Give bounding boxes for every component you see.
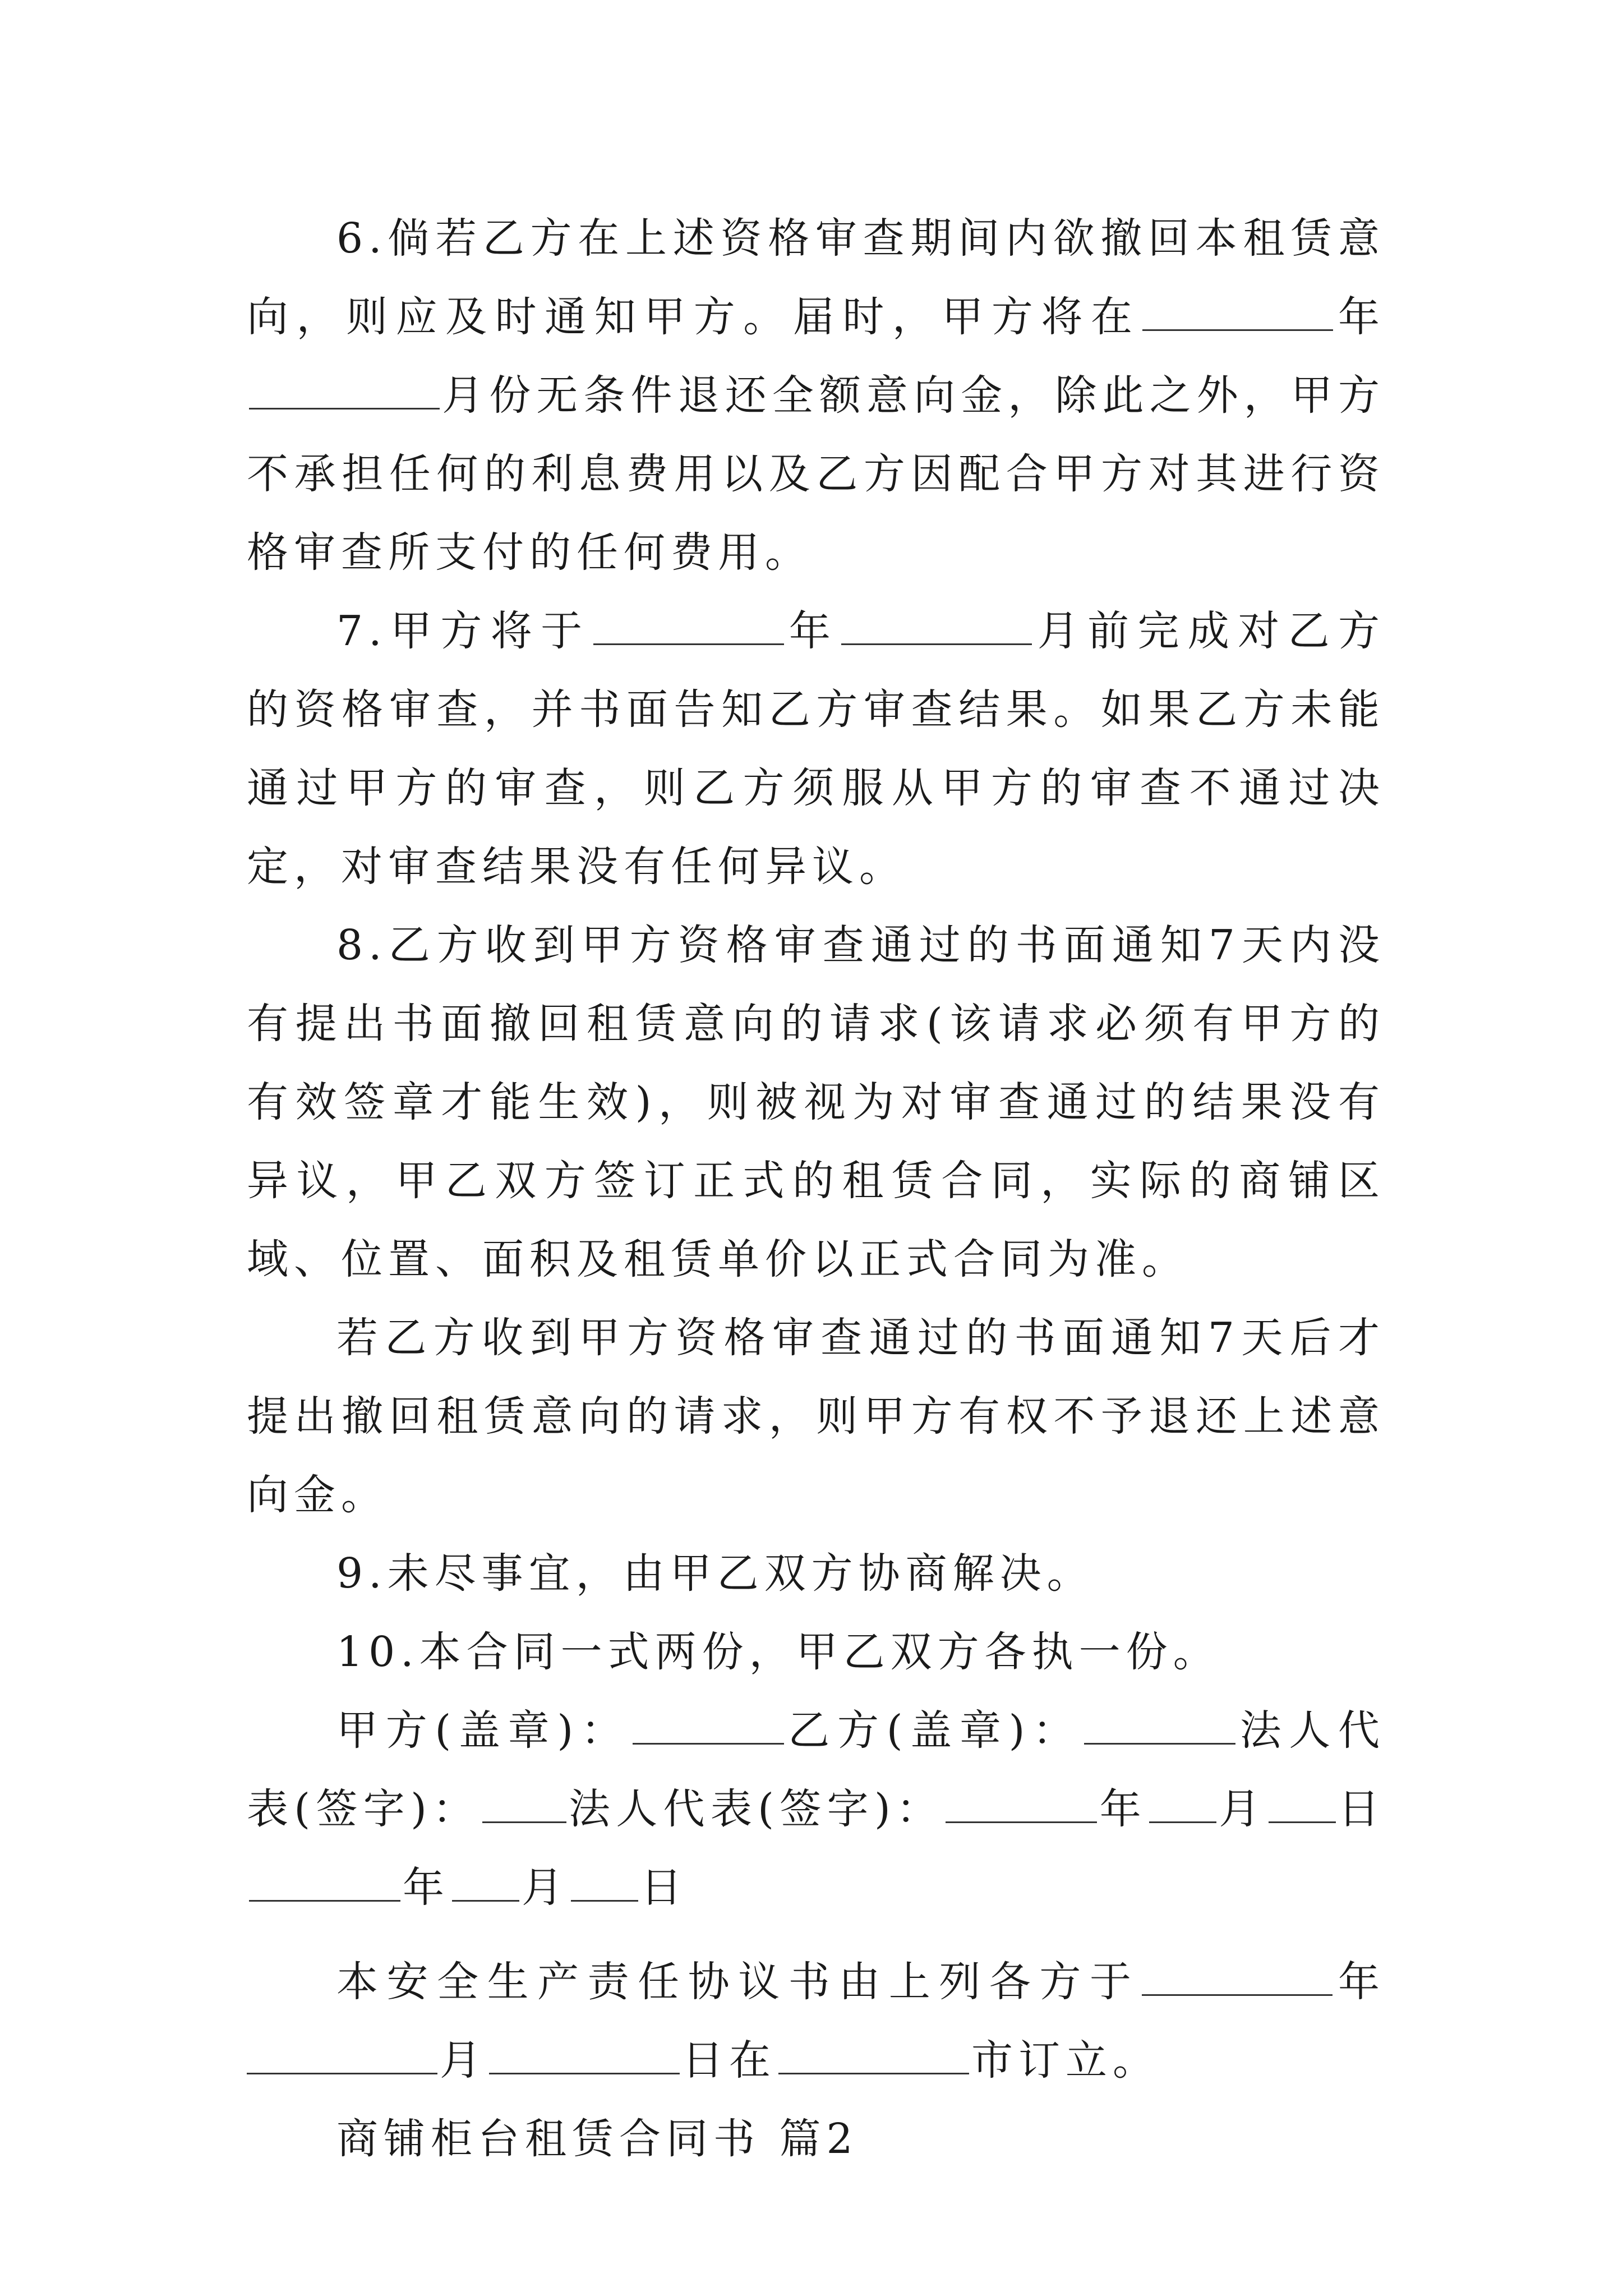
blank-rep-b (946, 1783, 1097, 1823)
blank-day-b (571, 1862, 638, 1902)
clause-6-text-c: 月份无条件退还全额意向金，除此之外，甲方不承担任何的利息费用以及乙方因配合甲方对其进行资格审查所支付的任何费用。 (247, 371, 1385, 577)
blank-city (778, 2035, 969, 2074)
clause-7 (247, 592, 1385, 906)
blank-day-a (1269, 1783, 1336, 1823)
blank-month (841, 605, 1032, 645)
clause-8-supplement: 若乙方收到甲方资格审查通过的书面通知7天后才提出撤回租赁意向的请求，则甲方有权不予退还上述意向金。 (247, 1314, 1385, 1519)
sig-month-b: 月 (522, 1864, 569, 1912)
closing-statement (247, 1943, 1385, 2100)
closing-city: 市订立。 (971, 2036, 1160, 2085)
blank-month-a (1149, 1783, 1216, 1823)
blank-month (249, 370, 440, 409)
blank-month (247, 2035, 437, 2074)
clause-7-text-c: 月前完成对乙方的资格审查，并书面告知乙方审查结果。如果乙方未能通过甲方的审查，则乙方须服从甲方的审查不通过决定，对审查结果没有任何异议。 (247, 607, 1386, 891)
closing-text-a: 本安全生产责任协议书由上列各方于 (336, 1958, 1140, 2006)
blank-party-a (633, 1705, 784, 1745)
document-body (247, 199, 1385, 2178)
clause-7-text-a: 7.甲方将于 (336, 607, 591, 655)
clause-7-text-b: 年 (786, 607, 840, 655)
sig-year-a: 年 (1099, 1785, 1147, 1833)
blank-party-b (1084, 1705, 1235, 1745)
sig-month-a: 月 (1219, 1785, 1266, 1833)
clause-6 (247, 199, 1385, 592)
sig-day-a: 日 (1338, 1785, 1386, 1833)
blank-year-b (249, 1862, 400, 1902)
clause-6-text-b: 年 (1335, 293, 1386, 341)
sig-year-b: 年 (403, 1864, 450, 1912)
blank-year (1142, 1956, 1332, 1996)
blank-year (1142, 291, 1333, 331)
clause-8: 8.乙方收到甲方资格审查通过的书面通知7天内没有提出书面撤回租赁意向的请求(该请求必须有甲方的有效签章才能生效)，则被视为对审查通过的结果没有异议，甲乙双方签订正式的租赁合同，实际的商铺区域、位置、面积及租赁单价以正式合同为准。 (247, 921, 1385, 1283)
rep-a-label: 法人代表(签字)： (247, 1706, 1385, 1833)
closing-month: 月 (440, 2036, 487, 2085)
closing-day: 日在 (682, 2036, 776, 2085)
sig-day-b: 日 (640, 1864, 688, 1912)
closing-year: 年 (1335, 1958, 1385, 2006)
blank-year (593, 605, 784, 645)
rep-b-label: 法人代表(签字)： (568, 1785, 944, 1833)
blank-rep-a (482, 1783, 566, 1823)
clause-6-text-a: 6.倘若乙方在上述资格审查期间内欲撤回本租赁意向，则应及时通知甲方。届时，甲方将在 (247, 214, 1385, 341)
signature-block (247, 1691, 1385, 1927)
blank-day (489, 2035, 680, 2074)
clause-9: 9.未尽事宜，由甲乙双方协商解决。 (336, 1549, 1094, 1598)
party-b-label: 乙方(盖章)： (786, 1706, 1082, 1755)
party-a-label: 甲方(盖章)： (336, 1706, 630, 1755)
blank-month-b (452, 1862, 519, 1902)
clause-10: 10.本合同一式两份，甲乙双方各执一份。 (336, 1628, 1220, 1676)
next-section-title: 商铺柜台租赁合同书 篇2 (336, 2115, 859, 2163)
